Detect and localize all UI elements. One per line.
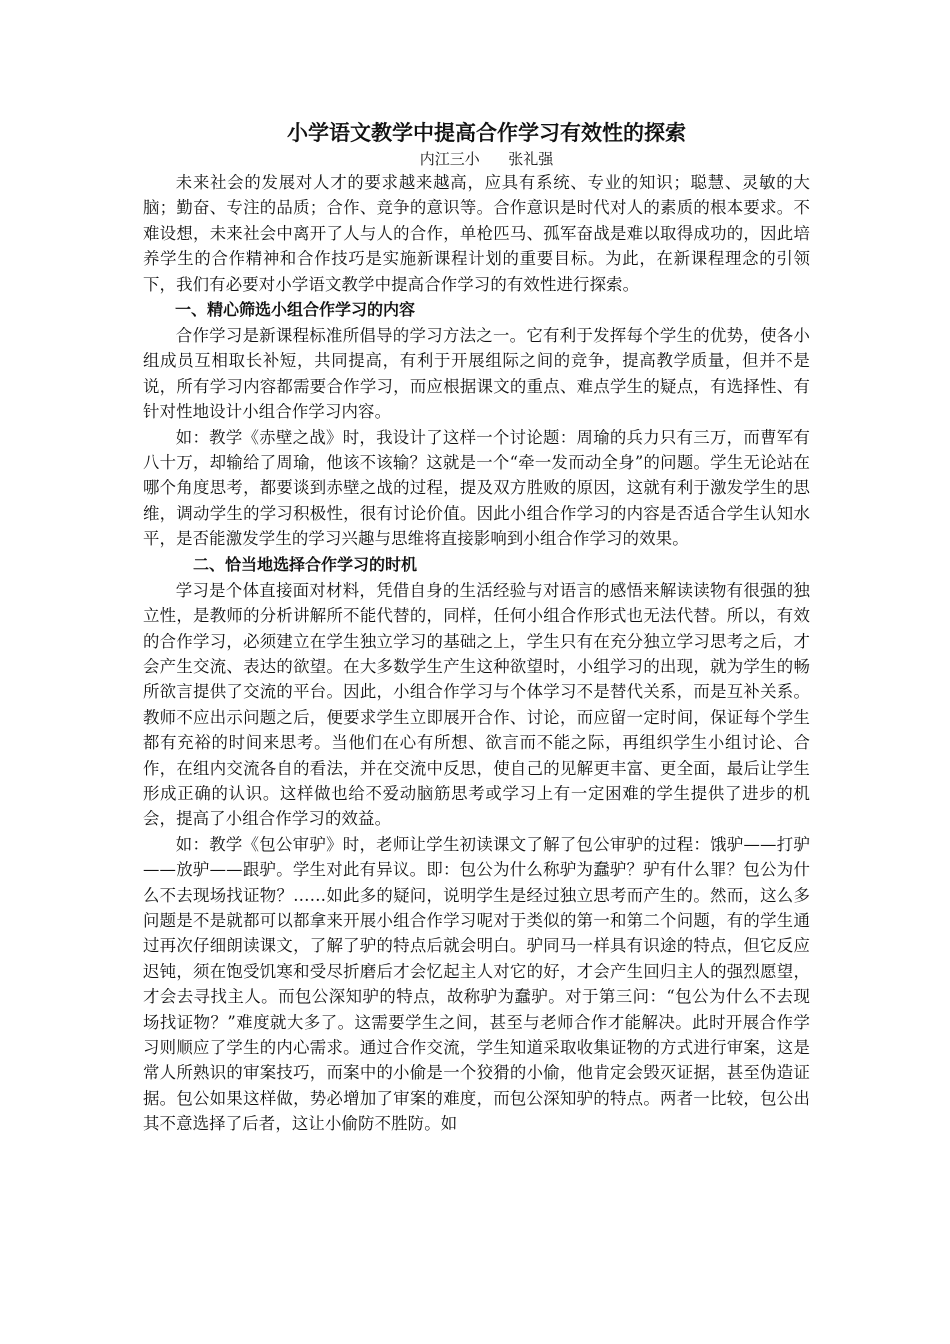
author-line: 内江三小 张礼强 (419, 150, 554, 168)
intro-paragraph: 未来社会的发展对人才的要求越来越高，应具有系统、专业的知识；聪慧、灵敏的大脑；勤奋、专注的品质；合作、竞争的意识等。合作意识是时代对人的素质的根本要求。不难设想，未来社会中离开了人与人的合作，单枪匹马、孤军奋战是难以取得成功的，因此培养学生的合作精神和合作技巧是实施新课程计划的重要目标。为此，在新课程理念的引领下，我们有必要对小学语文教学中提高合作学习的有效性进行探索。 (143, 173, 810, 294)
section-2-paragraph-1: 学习是个体直接面对材料，凭借自身的生活经验与对语言的感悟来解读读物有很强的独立性，是教师的分析讲解所不能代替的，同样，任何小组合作形式也无法代替。所以，有效的合作学习，必须建立在学生独立学习的基础之上，学生只有在充分独立学习思考之后，才会产生交流、表达的欲望。在大多数学生产生这种欲望时，小组学习的出现，就为学生的畅所欲言提供了交流的平台。因此，小组合作学习与个体学习不是替代关系，而是互补关系。教师不应出示问题之后，便要求学生立即展开合作、讨论，而应留一定时间，保证每个学生都有充裕的时间来思考。当他们在心有所想、欲言而不能之际，再组织学生小组讨论、合作，在组内交流各自的看法，并在交流中反思，使自己的见解更丰富、更全面，最后让学生形成正确的认识。这样做也给不爱动脑筋思考或学习上有一定困难的学生提供了进步的机会，提高了小组合作学习的效益。 (143, 580, 810, 829)
section-2-paragraph-2: 如：教学《包公审驴》时，老师让学生初读课文了解了包公审驴的过程：饿驴——打驴——放驴——跟驴。学生对此有异议。即：包公为什么称驴为蠢驴？驴有什么罪？包公为什么不去现场找证物？……如此多的疑问，说明学生是经过独立思考而产生的。然而，这么多问题是不是就都可以都拿来开展小组合作学习呢对于类似的第一和第二个问题，有的学生通过再次仔细朗读课文，了解了驴的特点后就会明白。驴同马一样具有识途的特点，但它反应迟钝，须在饱受饥寒和受尽折磨后才会忆起主人对它的好，才会产生回归主人的强烈愿望，才会去寻找主人。而包公深知驴的特点，故称驴为蠢驴。对于第三问：“包公为什么不去现场找证物？”难度就大多了。这需要学生之间，甚至与老师合作才能解决。此时开展合作学习则顺应了学生的内心需求。通过合作交流，学生知道采取收集证物的方式进行审案，这是常人所熟识的审案技巧，而案中的小偷是一个狡猾的小偷，他肯定会毁灭证据，甚至伪造证据。包公如果这样做，势必增加了审案的难度，而包公深知驴的特点。两者一比较，包公出其不意选择了后者，这让小偷防不胜防。如 (143, 834, 810, 1134)
section-2-heading: 二、恰当地选择合作学习的时机 (193, 554, 418, 574)
section-1-paragraph-2: 如：教学《赤壁之战》时，我设计了这样一个讨论题：周瑜的兵力只有三万，而曹军有八十万，却输给了周瑜，他该不该输？这就是一个“牵一发而动全身”的问题。学生无论站在哪个角度思考，都要谈到赤壁之战的过程，提及双方胜败的原因，这就有利于激发学生的思维，调动学生的学习积极性，很有讨论价值。因此小组合作学习的内容是否适合学生认知水平，是否能激发学生的学习兴趣与思维将直接影响到小组合作学习的效果。 (143, 427, 810, 549)
section-1-heading: 一、精心筛选小组合作学习的内容 (175, 300, 416, 320)
document-page (143, 118, 810, 1137)
section-1-paragraph-1: 合作学习是新课程标准所倡导的学习方法之一。它有利于发挥每个学生的优势，使各小组成员互相取长补短，共同提高，有利于开展组际之间的竞争，提高教学质量，但并不是说，所有学习内容都需要合作学习，而应根据课文的重点、难点学生的疑点，有选择性、有针对性地设计小组合作学习内容。 (143, 326, 810, 422)
document-title: 小学语文教学中提高合作学习有效性的探索 (287, 121, 686, 145)
